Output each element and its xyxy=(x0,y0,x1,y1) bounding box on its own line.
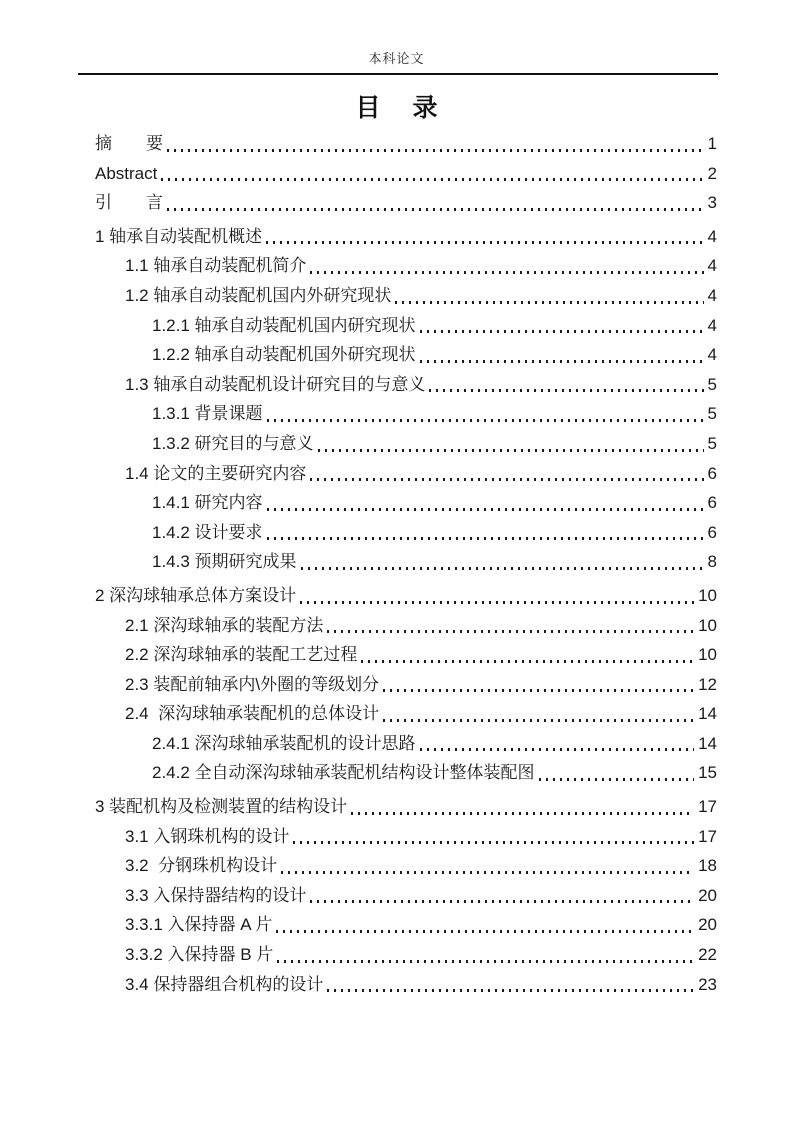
toc-entry[interactable] xyxy=(95,547,717,577)
toc-entry-page: 23 xyxy=(698,974,717,994)
toc-entry[interactable] xyxy=(95,910,717,940)
toc-entry-page: 10 xyxy=(698,645,717,665)
toc-entry[interactable] xyxy=(95,729,717,759)
toc-entry-label: 2.1 深沟球轴承的装配方法 xyxy=(125,615,324,635)
toc-entry-page: 4 xyxy=(707,226,717,246)
toc-entry-page: 17 xyxy=(698,797,717,817)
toc-entry-label: 1.3.1 背景课题 xyxy=(152,404,263,424)
dot-leader-icon xyxy=(383,719,694,722)
dot-leader-icon xyxy=(310,900,694,903)
toc-entry[interactable] xyxy=(95,459,717,489)
toc-entry[interactable] xyxy=(95,311,717,341)
toc-entry-label: 摘 要 xyxy=(95,134,163,153)
dot-leader-icon xyxy=(351,812,694,815)
toc-entry-label: 1.2 轴承自动装配机国内外研究现状 xyxy=(125,285,392,305)
toc-entry[interactable] xyxy=(95,281,717,311)
toc-entry-label: 3.1 入钢珠机构的设计 xyxy=(125,826,290,846)
dot-leader-icon xyxy=(293,841,694,844)
toc-entry[interactable] xyxy=(95,159,717,189)
toc-entry-page: 2 xyxy=(707,163,717,183)
toc-entry[interactable] xyxy=(95,881,717,911)
toc-entry[interactable] xyxy=(95,399,717,429)
toc-entry[interactable] xyxy=(95,581,717,611)
toc-entry-page: 20 xyxy=(698,885,717,905)
dot-leader-icon xyxy=(395,301,703,304)
dot-leader-icon xyxy=(383,689,694,692)
toc-entry-label: 1.4 论文的主要研究内容 xyxy=(125,463,307,483)
toc-entry-label: 1.1 轴承自动装配机简介 xyxy=(125,256,307,276)
toc-entry-label: 2.4.2 全自动深沟球轴承装配机结构设计整体装配图 xyxy=(152,763,535,783)
dot-leader-icon xyxy=(429,389,703,392)
toc-entry-label: 2.4 深沟球轴承装配机的总体设计 xyxy=(125,704,380,724)
dot-leader-icon xyxy=(301,567,704,570)
toc-entry[interactable] xyxy=(95,222,717,252)
dot-leader-icon xyxy=(539,778,695,781)
toc-entry[interactable] xyxy=(95,851,717,881)
toc-entry[interactable] xyxy=(95,370,717,400)
toc-entry-label: 3.3.1 入保持器 A 片 xyxy=(125,915,273,935)
toc-entry-page: 4 xyxy=(707,315,717,335)
toc-entry-page: 6 xyxy=(707,463,717,483)
dot-leader-icon xyxy=(327,630,694,633)
dot-leader-icon xyxy=(167,149,704,152)
toc-entry-page: 14 xyxy=(698,733,717,753)
toc-title: 目 录 xyxy=(355,94,438,122)
toc-entry-page: 14 xyxy=(698,704,717,724)
toc-entry[interactable] xyxy=(95,518,717,548)
toc-entry-page: 10 xyxy=(698,585,717,605)
toc-entry[interactable] xyxy=(95,188,717,218)
toc-entry-page: 20 xyxy=(698,915,717,935)
toc-entry-page: 17 xyxy=(698,826,717,846)
toc-entry[interactable] xyxy=(95,488,717,518)
toc-entry-page: 6 xyxy=(707,493,717,513)
dot-leader-icon xyxy=(318,449,704,452)
toc-entry[interactable] xyxy=(95,792,717,822)
toc-entry-page: 1 xyxy=(707,134,717,153)
toc-entry[interactable] xyxy=(95,670,717,700)
dot-leader-icon xyxy=(420,360,704,363)
toc-entry-page: 10 xyxy=(698,615,717,635)
dot-leader-icon xyxy=(266,241,703,244)
toc-entry[interactable] xyxy=(95,129,717,159)
toc-entry-label: 1.4.3 预期研究成果 xyxy=(152,552,297,572)
toc-entry[interactable] xyxy=(95,611,717,641)
toc-entry-label: 1.4.2 设计要求 xyxy=(152,522,263,542)
toc-entry[interactable] xyxy=(95,940,717,970)
toc-entry-label: 3 装配机构及检测装置的结构设计 xyxy=(95,797,348,817)
toc-entry[interactable] xyxy=(95,640,717,670)
dot-leader-icon xyxy=(310,478,703,481)
toc-entry[interactable] xyxy=(95,251,717,281)
toc-entry-label: 1.4.1 研究内容 xyxy=(152,493,263,513)
toc-entry-page: 5 xyxy=(707,433,717,453)
toc-entry-label: 引 言 xyxy=(95,193,163,213)
toc-entry-label: 2.2 深沟球轴承的装配工艺过程 xyxy=(125,645,358,665)
toc-entry-page: 18 xyxy=(698,856,717,876)
dot-leader-icon xyxy=(161,178,703,181)
toc-entry-page: 12 xyxy=(698,674,717,694)
toc-entry-label: 2.3 装配前轴承内\外圈的等级划分 xyxy=(125,674,380,694)
dot-leader-icon xyxy=(281,871,694,874)
toc-entry-label: 3.3.2 入保持器 B 片 xyxy=(125,945,274,965)
toc-entry-page: 4 xyxy=(707,345,717,365)
toc-list xyxy=(95,129,717,999)
dot-leader-icon xyxy=(420,748,695,751)
toc-entry[interactable] xyxy=(95,822,717,852)
toc-entry-page: 8 xyxy=(707,552,717,572)
toc-entry-label: 2.4.1 深沟球轴承装配机的设计思路 xyxy=(152,733,416,753)
toc-entry-page: 22 xyxy=(698,945,717,965)
toc-entry[interactable] xyxy=(95,970,717,1000)
toc-entry[interactable] xyxy=(95,699,717,729)
toc-entry-label: 1.2.1 轴承自动装配机国内研究现状 xyxy=(152,315,416,335)
dot-leader-icon xyxy=(310,271,703,274)
toc-entry-label: 1.2.2 轴承自动装配机国外研究现状 xyxy=(152,345,416,365)
toc-entry-page: 3 xyxy=(707,193,717,213)
toc-entry-label: 1.3.2 研究目的与意义 xyxy=(152,433,314,453)
dot-leader-icon xyxy=(300,601,694,604)
toc-entry-label: 2 深沟球轴承总体方案设计 xyxy=(95,585,297,605)
dot-leader-icon xyxy=(267,419,704,422)
running-header: 本科论文 xyxy=(368,51,425,66)
toc-entry-label: 3.3 入保持器结构的设计 xyxy=(125,885,307,905)
dot-leader-icon xyxy=(277,960,694,963)
toc-entry-label: 3.4 保持器组合机构的设计 xyxy=(125,974,324,994)
toc-entry-page: 4 xyxy=(707,256,717,276)
dot-leader-icon xyxy=(361,660,694,663)
header-divider xyxy=(78,73,718,75)
toc-entry[interactable] xyxy=(95,429,717,459)
toc-entry-label: Abstract xyxy=(95,163,158,183)
dot-leader-icon xyxy=(276,930,694,933)
toc-entry[interactable] xyxy=(95,340,717,370)
toc-entry-label: 1.3 轴承自动装配机设计研究目的与意义 xyxy=(125,374,426,394)
dot-leader-icon xyxy=(420,330,704,333)
toc-entry-label: 1 轴承自动装配机概述 xyxy=(95,226,263,246)
toc-entry-page: 6 xyxy=(707,522,717,542)
toc-entry-label: 3.2 分钢珠机构设计 xyxy=(125,856,278,876)
toc-entry[interactable] xyxy=(95,758,717,788)
dot-leader-icon xyxy=(267,508,704,511)
toc-entry-page: 5 xyxy=(707,374,717,394)
toc-entry-page: 5 xyxy=(707,404,717,424)
dot-leader-icon xyxy=(327,989,694,992)
dot-leader-icon xyxy=(267,537,704,540)
toc-entry-page: 15 xyxy=(698,763,717,783)
dot-leader-icon xyxy=(167,208,704,211)
toc-entry-page: 4 xyxy=(707,285,717,305)
